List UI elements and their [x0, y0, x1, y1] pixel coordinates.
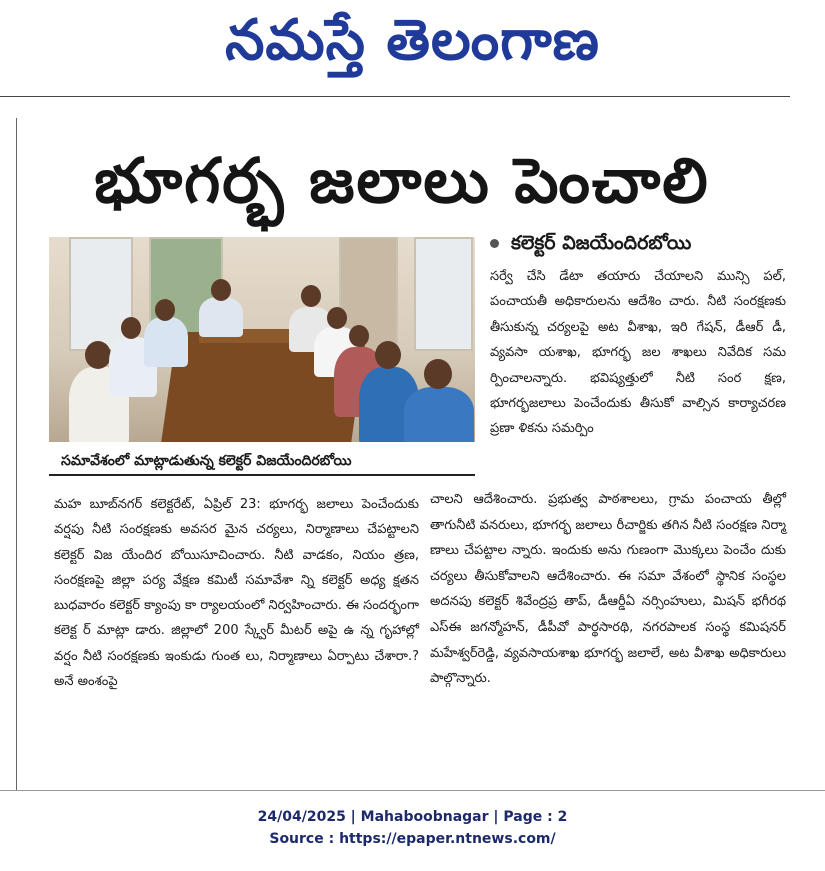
- newspaper-masthead: నమస్తే తెలంగాణ: [225, 8, 600, 73]
- photo-person-head: [424, 359, 452, 389]
- article-column-right: [490, 264, 786, 442]
- photo-person-head: [375, 341, 401, 369]
- photo-person-head: [327, 307, 347, 329]
- photo-person: [144, 317, 188, 367]
- article-headline: భూగర్భ జలాలు పెంచాలి: [94, 144, 710, 217]
- bullet-icon: [490, 239, 499, 248]
- photo-person: [404, 387, 474, 442]
- clipping-left-rule: [16, 118, 17, 790]
- photo-caption: సమావేశంలో మాట్లాడుతున్న కలెక్టర్ విజయేందిరబోయి: [49, 446, 475, 476]
- epaper-footer: [0, 806, 825, 850]
- footer-source-link[interactable]: Source : https://epaper.ntnews.com/: [269, 831, 556, 847]
- photo-person-head: [301, 285, 321, 307]
- photo-person-head: [349, 325, 369, 347]
- article-paragraph: మహ బూబ్‌నగర్ కలెక్టరేట్, ఏప్రిల్ 23: భూగర్భ జలాలు పెంచేందుకు వర్షపు నీటి సంరక్షణకు అవసర మైన చర్యలు, నిర్మాణాలు చేపట్టాలని కలెక్టర్ విజ యేందిర బోయిసూచించారు. నీటి వాడకం, నియం త్రణ, సంరక్షణపై జిల్లా పర్య వేక్షణ కమిటీ సమావేశా న్ని కలెక్టర్ అధ్య క్షతన బుధవారం కలెక్టర్ క్యాంపు కా ర్యాలయంలో నిర్వహించారు. ఈ సందర్భంగా కలెక్ట ర్ మాట్లా డారు. జిల్లాలో 200 స్క్వేర్ మీటర్ అపై ఉ న్న గృహాల్లో వర్షం నీటి సంరక్షణకు ఇంకుడు గుంత లు, నిర్మాణాలు ఏర్పాటు చేశారా.? అనే అంశంపై: [54, 497, 419, 690]
- photo-window-right: [414, 237, 473, 351]
- article-paragraph: చాలని ఆదేశించారు. ప్రభుత్వ పాఠశాలలు, గ్రామ పంచాయ తీల్లో తాగునీటి వనరులు, భూగర్భ జలాలు రీచార్జికు తగిన నీటి సంరక్షణ నిర్మా ణాలు చేపట్టాల న్నారు. ఇందుకు అను గుణంగా మొక్కలు పెంచేం దుకు చర్యలు తీసుకోవాలని ఆదేశించారు. ఈ సమా వేశంలో స్థానిక సంస్థల అదనపు కలెక్టర్ శివేంద్రప్ర తాప్, డీఆర్డీఏ నర్సింహులు, మిషన్ భగీరథ ఎస్ఈ జగన్మోహన్, డీపీవో పార్థసారథి, నగరపాలక సంస్థ కమిషనర్ మహేశ్వర్‌రెడ్డి, వ్యవసాయశాఖ భూగర్భ జలాలే, అట వీశాఖ అధికారులు పాల్గొన్నారు.: [430, 492, 786, 687]
- article-column-left: [54, 492, 419, 694]
- photo-person: [199, 297, 243, 337]
- article-subheadline: [490, 228, 790, 258]
- clipping-bottom-rule: [0, 790, 825, 791]
- article-column-continuation: [430, 487, 786, 692]
- photo-person-head: [155, 299, 175, 321]
- photo-person-head: [211, 279, 231, 301]
- subhead-text: కలెక్టర్ విజయేందిరబోయి: [511, 232, 692, 254]
- clipping-top-rule: [0, 96, 790, 97]
- meeting-photo: [49, 237, 475, 442]
- article-paragraph: సర్వే చేసి డేటా తయారు చేయాలని మున్సి పల్, పంచాయతీ అధికారులను ఆదేశిం చారు. నీటి సంరక్షణకు తీసుకున్న చర్యలపై అట వీశాఖ, ఇరి గేషన్, డీఆర్ డీ, వ్యవసా యశాఖ, భూగర్భ జల శాఖలు నివేదిక సమ ర్పించాలన్నారు. భవిష్యత్తులో నీటి సంర క్షణ, భూగర్భజలాలు పెంచేందుకు తీసుకో వాల్సిన కార్యాచరణ ప్రణా ళికను సమర్పిం: [490, 269, 786, 437]
- footer-date-edition: 24/04/2025 | Mahaboobnagar | Page : 2: [257, 809, 568, 825]
- photo-person-head: [85, 341, 111, 369]
- photo-person-head: [121, 317, 141, 339]
